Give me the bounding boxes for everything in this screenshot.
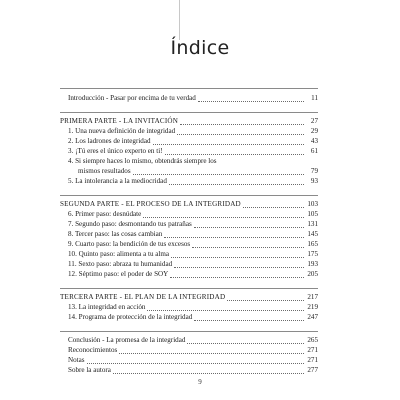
dot-leader [143,211,304,218]
toc-entry-label: 12. Séptimo paso: el poder de SOY [68,270,169,278]
toc-entry-page-number: 175 [307,250,318,258]
toc-entry-page-number: 271 [307,356,318,364]
toc-entry-page-number: 219 [307,303,318,311]
toc-entry-label: 9. Cuarto paso: la bendición de tus excesos [68,240,191,248]
toc-part-heading[interactable] [60,199,318,209]
table-of-contents [60,88,318,384]
toc-entry-label: Sobre la autora [68,366,111,374]
toc-entry-page-number: 271 [307,346,318,354]
toc-entry[interactable] [60,355,318,365]
toc-entry-page-number: 103 [307,200,318,208]
dot-leader [180,118,304,125]
toc-section [60,331,318,375]
toc-entry-page-number: 105 [307,210,318,218]
toc-entry-page-number: 165 [307,240,318,248]
dot-leader [192,241,304,248]
toc-entry-label: TERCERA PARTE - EL PLAN DE LA INTEGRIDAD [60,293,226,301]
toc-entry[interactable] [60,239,318,249]
toc-entry[interactable] [60,126,318,136]
toc-entry-label: Reconocimientos [68,346,118,354]
toc-entry-label: 1. Una nueva definición de integridad [68,127,176,135]
toc-entry-label: Conclusión - La promesa de la integridad [68,336,186,344]
toc-entry-label: 6. Primer paso: desnúdate [68,210,142,218]
toc-entry-page-number: 265 [307,336,318,344]
toc-entry[interactable] [60,136,318,146]
toc-entry-label: 13. La integridad en acción [68,303,146,311]
toc-entry[interactable] [60,269,318,279]
toc-entry[interactable] [60,249,318,259]
toc-entry[interactable] [60,345,318,355]
toc-entry-label: 10. Quinto paso: alimenta a tu alma [68,250,170,258]
dot-leader [169,178,304,185]
dot-leader [153,138,304,145]
toc-entry-page-number: 93 [310,177,318,185]
toc-entry[interactable] [60,365,318,375]
dot-leader [194,221,304,228]
toc-entry[interactable] [60,335,318,345]
dot-leader [227,294,304,301]
footer-page-number: 9 [198,378,202,386]
dot-leader [87,357,304,364]
dot-leader [165,148,304,155]
toc-entry-page-number: 131 [307,220,318,228]
toc-entry-label: 2. Los ladrones de integridad [68,137,151,145]
toc-entry[interactable] [60,146,318,156]
toc-entry-label: Notas [68,356,85,364]
toc-entry-label: SEGUNDA PARTE - EL PROCESO DE LA INTEGRIDAD [60,200,241,208]
toc-entry-page-number: 145 [307,230,318,238]
toc-entry-label: 5. La intolerancia a la mediocridad [68,177,167,185]
toc-entry-page-number: 277 [307,366,318,374]
dot-leader [164,231,304,238]
toc-part-heading[interactable] [60,116,318,126]
toc-entry-label: PRIMERA PARTE - LA INVITACIÓN [60,117,179,125]
toc-entry-label: 8. Tercer paso: las cosas cambian [68,230,163,238]
dot-leader [187,337,304,344]
top-divider-line [179,0,180,40]
dot-leader [119,347,304,354]
dot-leader [133,168,304,175]
dot-leader [171,251,304,258]
dot-leader [170,271,304,278]
toc-entry-page-number: 205 [307,270,318,278]
toc-entry-page-number: 247 [307,313,318,321]
toc-entry[interactable] [60,259,318,269]
toc-entry[interactable] [60,229,318,239]
toc-entry-label: Introducción - Pasar por encima de tu verdad [68,94,196,102]
toc-entry[interactable] [60,166,318,176]
toc-entry-page-number: 43 [310,137,318,145]
toc-entry-label: 4. Si siempre haces lo mismo, obtendrás siempre los [68,157,217,165]
toc-section [60,195,318,279]
toc-entry-label: mismos resultados [78,167,131,175]
toc-entry-page-number: 61 [310,147,318,155]
dot-leader [177,128,304,135]
toc-entry-label: 14. Programa de protección de la integridad [68,313,193,321]
toc-entry-label: 7. Segundo paso: desmontando tus patrañas [68,220,192,228]
toc-entry-page-number: 11 [311,94,318,102]
toc-section [60,288,318,322]
toc-part-heading[interactable] [60,292,318,302]
dot-leader [147,304,304,311]
page-title: Índice [170,36,230,59]
toc-entry-page-number: 27 [310,117,318,125]
dot-leader [219,158,304,164]
toc-entry[interactable] [60,312,318,322]
toc-entry-page-number: 217 [307,293,318,301]
toc-entry-page-number: 29 [310,127,318,135]
toc-entry[interactable] [60,302,318,312]
toc-entry[interactable] [60,93,318,103]
dot-leader [194,314,304,321]
toc-entry-page-number: 193 [307,260,318,268]
toc-entry-page-number: 79 [310,167,318,175]
toc-entry-label: 3. ¡Tú eres el único experto en ti! [68,147,163,155]
dot-leader [243,201,304,208]
toc-entry-label: 11. Sexto paso: abraza tu humanidad [68,260,173,268]
toc-entry[interactable] [60,156,318,166]
toc-entry[interactable] [60,219,318,229]
toc-entry[interactable] [60,209,318,219]
dot-leader [198,95,304,102]
toc-section [60,112,318,186]
dot-leader [113,367,304,374]
toc-entry[interactable] [60,176,318,186]
dot-leader [174,261,304,268]
toc-section [60,88,318,103]
